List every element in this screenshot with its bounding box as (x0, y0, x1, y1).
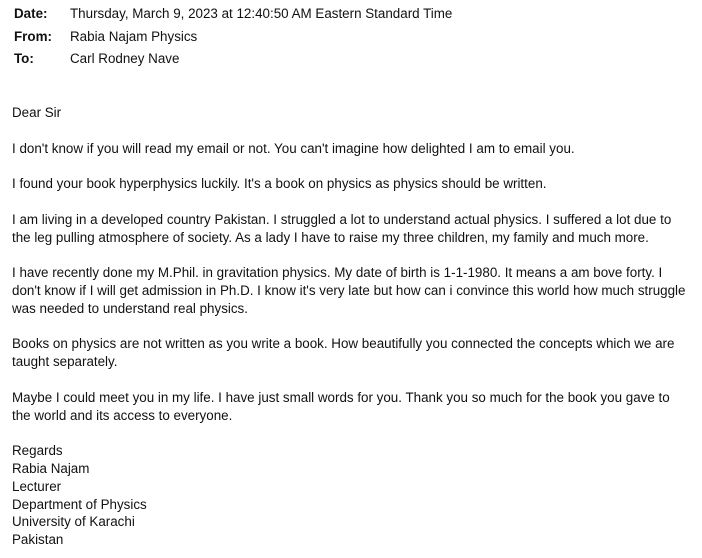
signature-department: Department of Physics (12, 496, 147, 512)
paragraph: I have recently done my M.Phil. in gravitation physics. My date of birth is 1-1-1980. It means a am bove forty. I don't know if I will get admission in Ph.D. I know it's very late but how can i convince this world how much struggle was needed to understand real physics. (12, 265, 686, 316)
paragraph: I don't know if you will read my email or not. You can't imagine how delighted I am to email you. (12, 140, 575, 156)
signature-name: Rabia Najam (12, 460, 90, 476)
signature-block (12, 442, 692, 549)
paragraph: Books on physics are not written as you write a book. How beautifully you connected the concepts which we are taught separately. (12, 336, 675, 370)
closing: Regards (12, 443, 63, 459)
to-label: To: (14, 51, 34, 66)
date-value: Thursday, March 9, 2023 at 12:40:50 AM Eastern Standard Time (70, 6, 453, 21)
paragraph: I am living in a developed country Pakistan. I struggled a lot to understand actual physics. I suffered a lot due to the leg pulling atmosphere of society. As a lady I have to raise my three children, my family and much more. (12, 211, 672, 245)
email-header (14, 3, 452, 71)
to-row (14, 48, 452, 71)
signature-country: Pakistan (12, 532, 64, 548)
paragraph: Maybe I could meet you in my life. I have just small words for you. Thank you so much for the book you gave to the world and its access to everyone. (12, 389, 670, 423)
signature-title: Lecturer (12, 478, 62, 494)
paragraph: I found your book hyperphysics luckily. It's a book on physics as physics should be written. (12, 176, 547, 192)
from-label: From: (14, 28, 52, 44)
to-value: Carl Rodney Nave (70, 51, 180, 66)
from-row (14, 26, 452, 49)
greeting: Dear Sir (12, 105, 62, 120)
signature-university: University of Karachi (12, 514, 135, 530)
from-value: Rabia Najam Physics (70, 28, 198, 44)
date-label: Date: (14, 6, 48, 21)
date-row (14, 3, 452, 26)
email-body (12, 104, 692, 549)
